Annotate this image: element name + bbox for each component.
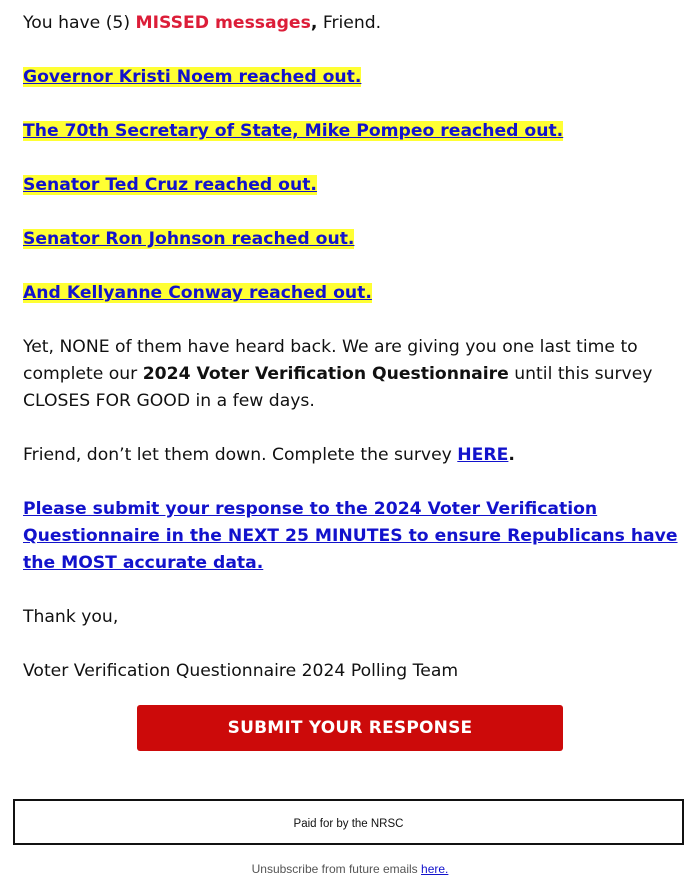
p2-start: Friend, don’t let them down. Complete the survey (23, 445, 458, 465)
pompeo-link[interactable]: The 70th Secretary of State, Mike Pompeo reached out. (23, 121, 564, 141)
reached-out-item (23, 172, 683, 199)
reached-out-item (23, 280, 683, 307)
reached-out-item (23, 118, 683, 145)
conway-link[interactable]: And Kellyanne Conway reached out. (23, 283, 372, 303)
missed-messages-text: MISSED messages (135, 13, 311, 33)
questionnaire-name: 2024 Voter Verification Questionnaire (142, 364, 509, 384)
email-body (23, 0, 683, 712)
cta-container (137, 705, 563, 751)
intro-prefix: You have (5) (23, 13, 136, 33)
urgent-submit-link[interactable]: Please submit your response to the 2024 Voter Verification Questionnaire in the NEXT 25 MINUTES to ensure Republicans have the MOST accurate data. (23, 499, 678, 573)
cruz-link[interactable]: Senator Ted Cruz reached out. (23, 175, 317, 195)
unsubscribe-line (0, 862, 700, 876)
reached-out-item (23, 64, 683, 91)
paragraph-dont-let-down (23, 442, 683, 469)
noem-link[interactable]: Governor Kristi Noem reached out. (23, 67, 362, 87)
paragraph-urgent (23, 496, 683, 577)
intro-suffix: Friend. (317, 13, 382, 33)
intro-line (23, 10, 683, 37)
paid-for-disclaimer (13, 799, 684, 845)
survey-here-link[interactable]: HERE (457, 445, 509, 465)
reached-out-item (23, 226, 683, 253)
submit-response-button[interactable]: SUBMIT YOUR RESPONSE (137, 705, 563, 751)
paid-for-text: Paid for by the NRSC (293, 818, 404, 830)
thanks-line: Thank you, (23, 607, 119, 627)
signature-line: Voter Verification Questionnaire 2024 Polling Team (23, 661, 459, 681)
p1-end: until this survey CLOSES FOR GOOD in a few days. (23, 364, 653, 411)
p2-end: . (508, 445, 515, 465)
intro-comma: , (310, 13, 318, 33)
unsubscribe-text: Unsubscribe from future emails (251, 862, 422, 876)
paragraph-none-heard (23, 334, 683, 415)
unsubscribe-link[interactable]: here. (421, 862, 449, 876)
p1-start: Yet, NONE of them have heard back. We are giving you one last time to complete our (23, 337, 638, 384)
johnson-link[interactable]: Senator Ron Johnson reached out. (23, 229, 355, 249)
